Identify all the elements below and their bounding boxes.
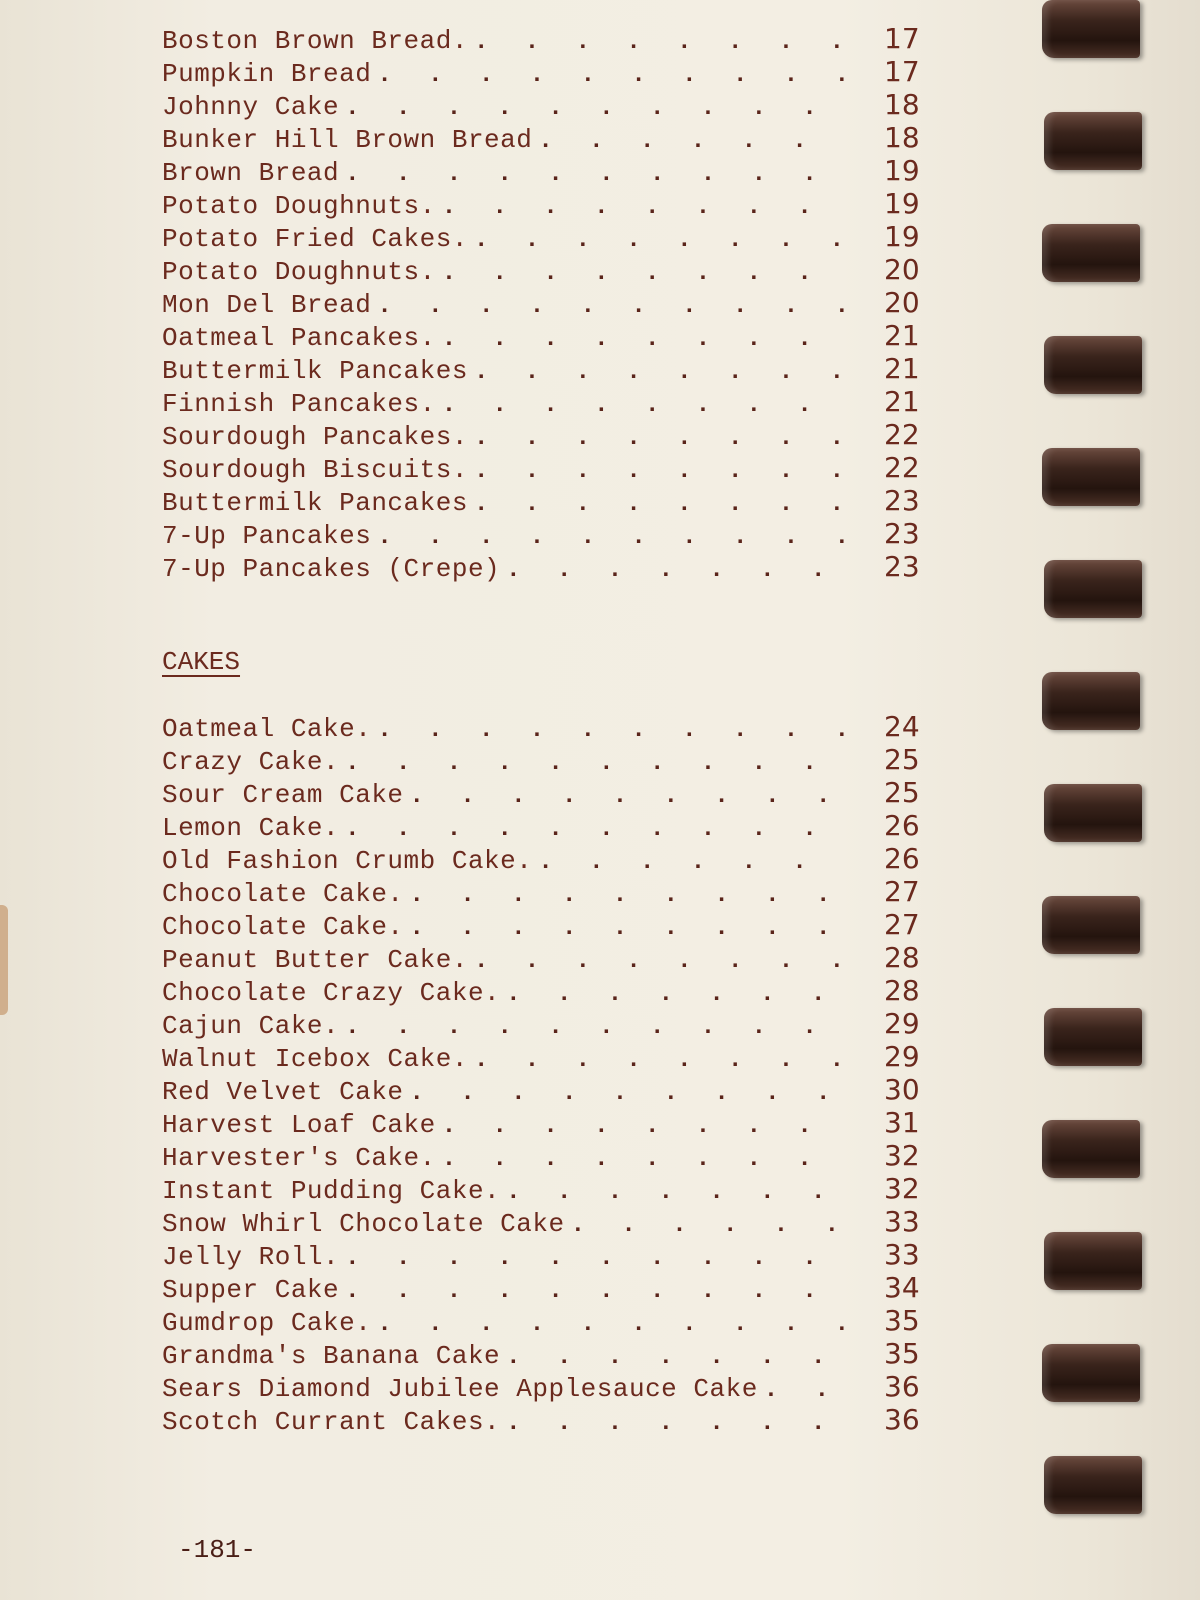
- toc-entry-title: Harvest Loaf Cake: [162, 1110, 436, 1140]
- toc-entry-page: 19: [884, 154, 920, 187]
- toc-entry: [162, 418, 932, 452]
- toc-entry-title: Gumdrop Cake.: [162, 1308, 372, 1338]
- toc-entry: [162, 319, 932, 353]
- spiral-coil: [1042, 1344, 1140, 1402]
- spiral-coil: [1044, 336, 1142, 394]
- toc-entry-title: Crazy Cake.: [162, 747, 340, 777]
- toc-entry-title: Harvester's Cake.: [162, 1143, 436, 1173]
- toc-entry-page: 33: [884, 1238, 920, 1271]
- toc-entry-title: Buttermilk Pancakes: [162, 356, 468, 386]
- toc-entry: [162, 121, 932, 155]
- toc-entry-title: Brown Bread: [162, 158, 340, 188]
- toc-entry-page: 32: [884, 1172, 920, 1205]
- toc-entry-title: Chocolate Crazy Cake.: [162, 978, 501, 1008]
- toc-entry: [162, 1271, 932, 1305]
- spiral-coil: [1042, 896, 1140, 954]
- toc-entry-page: 17: [884, 55, 920, 88]
- toc-entry-title: Lemon Cake.: [162, 813, 340, 843]
- toc-entry: [162, 154, 932, 188]
- spiral-coil: [1044, 1232, 1142, 1290]
- toc-entry-title: Boston Brown Bread.: [162, 26, 468, 56]
- toc-entry-page: 22: [884, 418, 920, 451]
- toc-entry: [162, 908, 932, 942]
- toc-entry-title: Potato Doughnuts.: [162, 191, 436, 221]
- toc-entry-page: 27: [884, 875, 920, 908]
- spiral-binding: [1060, 0, 1200, 1600]
- toc-entry-title: 7-Up Pancakes (Crepe): [162, 554, 501, 584]
- toc-entry-page: 27: [884, 908, 920, 941]
- toc-entry-title: Sourdough Biscuits.: [162, 455, 468, 485]
- toc-entry-title: Potato Doughnuts.: [162, 257, 436, 287]
- toc-entry-page: 26: [884, 809, 920, 842]
- footer-page-number: -181-: [178, 1535, 257, 1565]
- toc-entry-page: 35: [884, 1304, 920, 1337]
- toc-entry: [162, 974, 932, 1008]
- toc-entry-page: 28: [884, 974, 920, 1007]
- toc-entry-page: 32: [884, 1139, 920, 1172]
- toc-entry: [162, 517, 932, 551]
- toc-entry: [162, 352, 932, 386]
- toc-entry: [162, 187, 932, 221]
- toc-entry-page: 20: [884, 253, 920, 286]
- toc-entry-page: 24: [884, 710, 920, 743]
- dot-leader: [500, 554, 844, 588]
- toc-entry: [162, 1139, 932, 1173]
- spiral-coil: [1044, 112, 1142, 170]
- page-edge-stain: [0, 905, 8, 1015]
- toc-entry: [162, 776, 932, 810]
- toc-entry-page: 17: [884, 22, 920, 55]
- toc-entry: [162, 1403, 932, 1437]
- toc-entry-page: 35: [884, 1337, 920, 1370]
- spiral-coil: [1042, 672, 1140, 730]
- toc-entry-page: 18: [884, 88, 920, 121]
- toc-entry-page: 21: [884, 319, 920, 352]
- toc-entry-title: Peanut Butter Cake.: [162, 945, 468, 975]
- toc-entry-title: Chocolate Cake.: [162, 912, 404, 942]
- toc-entry-title: Potato Fried Cakes.: [162, 224, 468, 254]
- toc-entry-title: Johnny Cake: [162, 92, 340, 122]
- cakes-heading: CAKES: [162, 647, 241, 677]
- toc-entry-page: 36: [884, 1403, 920, 1436]
- toc-entry-title: Oatmeal Pancakes.: [162, 323, 436, 353]
- toc-entry-page: 20: [884, 286, 920, 319]
- toc-entry-title: Jelly Roll.: [162, 1242, 340, 1272]
- spiral-coil: [1044, 784, 1142, 842]
- toc-entry: [162, 1007, 932, 1041]
- toc-entry-page: 25: [884, 743, 920, 776]
- toc-entry-page: 30: [884, 1073, 920, 1106]
- toc-entry-page: 18: [884, 121, 920, 154]
- toc-entry-page: 34: [884, 1271, 920, 1304]
- toc-entry-page: 26: [884, 842, 920, 875]
- toc-entry: [162, 941, 932, 975]
- toc-entry-page: 22: [884, 451, 920, 484]
- toc-entry: [162, 550, 932, 584]
- toc-entry-page: 31: [884, 1106, 920, 1139]
- toc-entry: [162, 1106, 932, 1140]
- toc-entry: [162, 1040, 932, 1074]
- toc-entry: [162, 55, 932, 89]
- toc-entry-title: 7-Up Pancakes: [162, 521, 372, 551]
- toc-entry: [162, 385, 932, 419]
- toc-entry-page: 21: [884, 385, 920, 418]
- spiral-coil: [1042, 0, 1140, 58]
- toc-entry-title: Grandma's Banana Cake: [162, 1341, 501, 1371]
- toc-entry-title: Sour Cream Cake: [162, 780, 404, 810]
- toc-entry: [162, 842, 932, 876]
- spiral-coil: [1044, 560, 1142, 618]
- toc-entry-page: 36: [884, 1370, 920, 1403]
- toc-entry-page: 28: [884, 941, 920, 974]
- toc-entry-page: 23: [884, 484, 920, 517]
- toc-entry-page: 23: [884, 517, 920, 550]
- toc-entry-title: Sourdough Pancakes.: [162, 422, 468, 452]
- spiral-coil: [1042, 448, 1140, 506]
- spiral-coil: [1042, 1120, 1140, 1178]
- toc-entry-title: Snow Whirl Chocolate Cake: [162, 1209, 565, 1239]
- toc-entry-page: 29: [884, 1040, 920, 1073]
- toc-entry-title: Finnish Pancakes.: [162, 389, 436, 419]
- toc-entry-title: Red Velvet Cake: [162, 1077, 404, 1107]
- toc-entry-title: Sears Diamond Jubilee Applesauce Cake: [162, 1374, 758, 1404]
- toc-entry-title: Bunker Hill Brown Bread: [162, 125, 533, 155]
- toc-entry-page: 25: [884, 776, 920, 809]
- toc-entry-title: Buttermilk Pancakes: [162, 488, 468, 518]
- toc-entry-title: Oatmeal Cake.: [162, 714, 372, 744]
- toc-entry: [162, 1238, 932, 1272]
- toc-entry: [162, 451, 932, 485]
- toc-entry-title: Old Fashion Crumb Cake.: [162, 846, 533, 876]
- toc-entry-title: Supper Cake: [162, 1275, 340, 1305]
- toc-entry: [162, 743, 932, 777]
- toc-entry: [162, 710, 932, 744]
- toc-entry-title: Pumpkin Bread: [162, 59, 372, 89]
- toc-entry: [162, 1172, 932, 1206]
- toc-entry-title: Scotch Currant Cakes.: [162, 1407, 501, 1437]
- toc-entry: [162, 220, 932, 254]
- toc-entry-page: 29: [884, 1007, 920, 1040]
- toc-entry: [162, 484, 932, 518]
- toc-entry: [162, 875, 932, 909]
- toc-entry: [162, 1370, 932, 1404]
- toc-entry-page: 19: [884, 220, 920, 253]
- spiral-coil: [1044, 1456, 1142, 1514]
- toc-entry-page: 33: [884, 1205, 920, 1238]
- toc-entry: [162, 809, 932, 843]
- toc-entry: [162, 88, 932, 122]
- toc-entry-title: Cajun Cake.: [162, 1011, 340, 1041]
- toc-entry-page: 21: [884, 352, 920, 385]
- toc-entry-title: Mon Del Bread: [162, 290, 372, 320]
- toc-entry: [162, 1073, 932, 1107]
- dot-leader: [500, 1407, 844, 1441]
- toc-entry-page: 19: [884, 187, 920, 220]
- toc-entry: [162, 1304, 932, 1338]
- toc-entry-page: 23: [884, 550, 920, 583]
- toc-entry-title: Chocolate Cake.: [162, 879, 404, 909]
- spiral-coil: [1044, 1008, 1142, 1066]
- toc-entry: [162, 253, 932, 287]
- spiral-coil: [1042, 224, 1140, 282]
- toc-entry: [162, 286, 932, 320]
- toc-entry-title: Instant Pudding Cake.: [162, 1176, 501, 1206]
- toc-entry: [162, 22, 932, 56]
- toc-entry: [162, 1205, 932, 1239]
- toc-entry-title: Walnut Icebox Cake.: [162, 1044, 468, 1074]
- toc-entry: [162, 1337, 932, 1371]
